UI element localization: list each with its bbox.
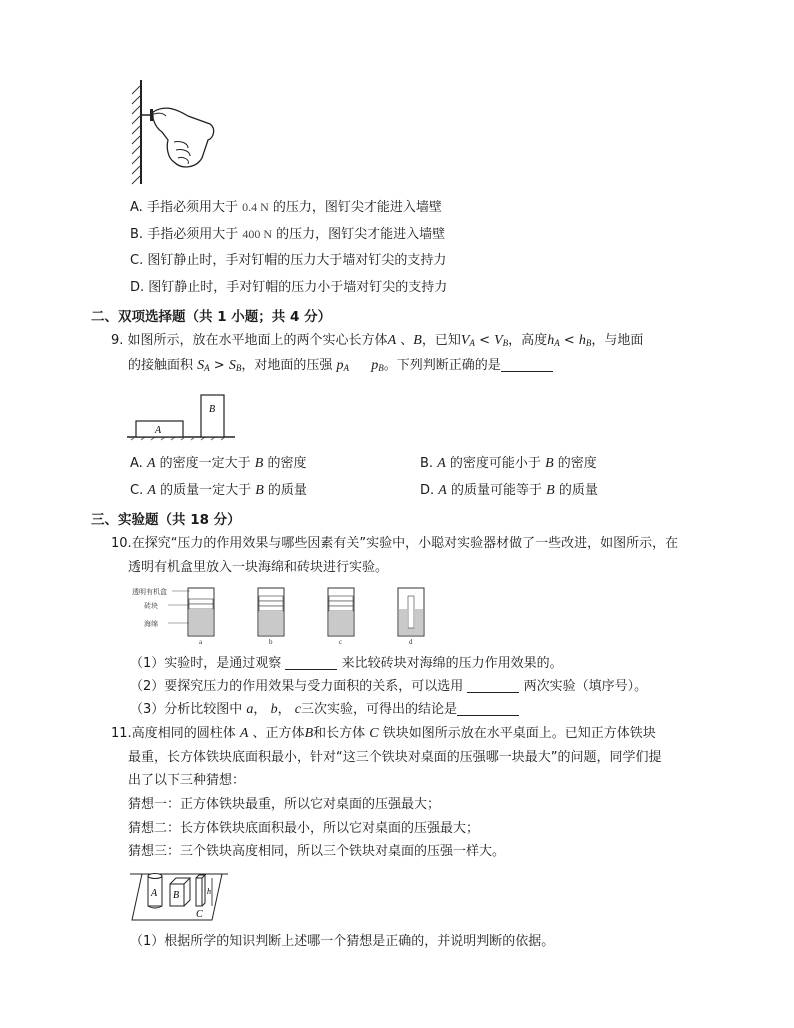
- q9-option-a: A. A 的密度一定大于 B 的密度: [130, 456, 307, 471]
- q10-fig-tag-a: a: [199, 638, 203, 646]
- q11-fig-label-a: A: [151, 888, 158, 899]
- q11-guess-2: 猜想二：长方体铁块底面积最小，所以它对桌面的压强最大；: [128, 821, 480, 836]
- q11-line-2: 最重，长方体铁块底面积最小，针对“这三个铁块对桌面的压强哪一块最大”的问题，同学们提: [128, 750, 662, 765]
- q10-sponge-figure: [130, 584, 440, 646]
- q10-fig-tag-d: d: [409, 638, 413, 646]
- q9-line-2: 的接触面积 $S_A > S_B$，对地面的压强 $p_A$ $p_B$。下列判断正确的是: [128, 357, 553, 377]
- q10-fig-label-brick: 砖块: [144, 602, 158, 610]
- q8-option-a: A. 手指必须用大于 0.4 N 的压力，图钉尖才能进入墙壁: [130, 200, 442, 215]
- q10-fig-tag-b: b: [269, 638, 273, 646]
- q10-line-1: 10.在探究“压力的作用效果与哪些因素有关”实验中，小聪对实验器材做了一些改进，如图所示，在: [111, 536, 679, 551]
- q11-line-3: 出了以下三种猜想：: [128, 773, 246, 788]
- q9-answer-blank[interactable]: [501, 358, 553, 372]
- q8-option-b: B. 手指必须用大于 400 N 的压力，图钉尖才能进入墙壁: [130, 227, 446, 242]
- q10-sub-1-blank[interactable]: [285, 656, 337, 670]
- q10-sub-2-blank[interactable]: [467, 679, 519, 693]
- q11-guess-3: 猜想三：三个铁块高度相同，所以三个铁块对桌面的压强一样大。: [128, 844, 506, 859]
- q9-option-d: D. A 的质量可能等于 B 的质量: [420, 483, 598, 498]
- q10-sub-3: （3）分析比较图中 a， b， c三次实验，可得出的结论是: [130, 701, 519, 719]
- q8-option-d: D. 图钉静止时，手对钉帽的压力小于墙对钉尖的支持力: [130, 280, 448, 295]
- q10-fig-label-box: 透明有机盒: [132, 588, 167, 596]
- q9-option-c: C. A 的质量一定大于 B 的质量: [130, 483, 307, 498]
- q11-guess-1: 猜想一：正方体铁块最重，所以它对桌面的压强最大；: [128, 797, 441, 812]
- q10-fig-label-sponge: 海绵: [144, 620, 158, 628]
- q10-sub-3-blank[interactable]: [457, 702, 519, 716]
- q11-iron-blocks-figure: [128, 866, 230, 924]
- q9-fig-label-a: A: [155, 425, 162, 436]
- q11-fig-label-h: h: [207, 887, 211, 896]
- q9-fig-label-b: B: [209, 404, 216, 415]
- q10-fig-tag-c: c: [339, 638, 343, 646]
- section-title-experiment: 三、实验题（共 18 分）: [91, 512, 241, 528]
- q11-line-1: 11.高度相同的圆柱体 A 、正方体B和长方体 C 铁块如图所示放在水平桌面上。已知正方体铁块: [111, 726, 656, 741]
- q10-sub-2: （2）要探究压力的作用效果与受力面积的关系，可以选用 两次实验（填序号）。: [130, 679, 648, 694]
- q11-fig-label-b: B: [173, 890, 180, 901]
- q9-line-1: 9. 如图所示，放在水平地面上的两个实心长方体A 、B，已知$V_A < V_B$，高度$h_A < h_B$，与地面: [111, 333, 644, 348]
- q8-option-c: C. 图钉静止时，手对钉帽的压力大于墙对钉尖的支持力: [130, 253, 447, 268]
- q10-line-2: 透明有机盒里放入一块海绵和砖块进行实验。: [128, 560, 389, 575]
- q9-blocks-figure: [125, 385, 237, 441]
- thumbtack-hand-figure: [118, 78, 230, 186]
- q11-fig-label-c: C: [196, 909, 203, 920]
- q10-sub-1: （1）实验时，是通过观察 来比较砖块对海绵的压力作用效果的。: [130, 656, 563, 671]
- q11-sub-1: （1）根据所学的知识判断上述哪一个猜想是正确的，并说明判断的依据。: [130, 934, 555, 949]
- section-title-double-choice: 二、双项选择题（共 1 小题；共 4 分）: [91, 309, 332, 325]
- q9-option-b: B. A 的密度可能小于 B 的密度: [420, 456, 597, 471]
